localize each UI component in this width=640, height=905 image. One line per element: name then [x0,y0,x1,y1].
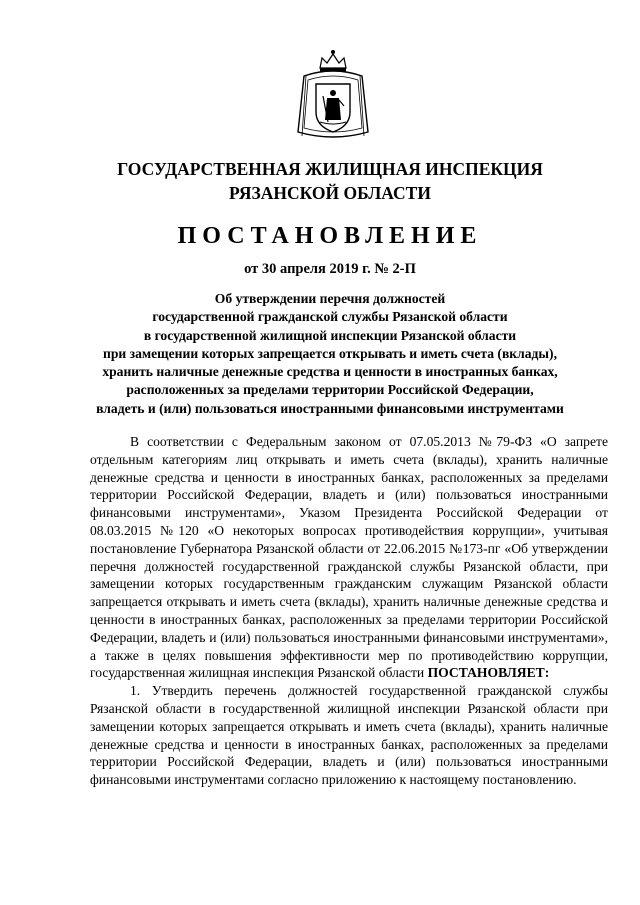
document-type-title: ПОСТАНОВЛЕНИЕ [177,223,483,249]
ryazan-coat-of-arms-icon [294,46,372,146]
document-date-number: от 30 апреля 2019 г. № 2-П [244,261,416,277]
organization-name-line1: ГОСУДАРСТВЕННАЯ ЖИЛИЩНАЯ ИНСПЕКЦИЯ [117,159,543,179]
preamble-paragraph [90,433,608,682]
subject-line: при замещении которых запрещается открывать и иметь счета (вклады), [103,345,557,361]
subject-line: хранить наличные денежные средства и ценности в иностранных банках, [102,364,558,380]
organization-name-line2: РЯЗАНСКОЙ ОБЛАСТИ [229,183,431,203]
subject-line: расположенных за пределами территории Российской Федерации, [126,382,534,398]
subject-line: Об утверждении перечня должностей [214,291,446,306]
decree-word: ПОСТАНОВЛЯЕТ: [427,665,550,681]
preamble-text: В соответствии с Федеральным законом от 07.05.2013 №79-ФЗ «О запрете отдельным категориям лиц открывать и иметь счета (вклады), хранить наличные денежные средства и ценности в иностранных банках, расположенных за пределами территории Российской Федерации, владеть и (или) пользоваться иностранными финансовыми инструментами», Указом Президента Российской Федерации от 08.03.2015 №120 «О некоторых вопросах противодействия коррупции», учитывая постановление Губернатора Рязанской области от 22.06.2015 №173-пг «Об утверждении перечня должностей государственной гражданской службы Рязанской области, при замещении которых государственным гражданским служащим Рязанской области запрещается открывать и иметь счета (вклады), хранить наличные денежные средства и ценности в иностранных банках, расположенных за пределами территории Российской Федерации, владеть и (или) пользоваться иностранными финансовыми инструментами», а также в целях повышения эффективности мер по противодействию коррупции, государственная жилищная инспекция Рязанской области [90,434,608,681]
subject-line: владеть и (или) пользоваться иностранными финансовыми инструментами [96,400,564,416]
item-1-paragraph: 1. Утвердить перечень должностей государственной гражданской службы Рязанской области в государственной жилищной инспекции Рязанской области при замещении которых запрещается открывать и иметь счета (вклады), хранить наличные денежные средства и ценности в иностранных банках, расположенных за пределами территории Российской Федерации, владеть и (или) пользоваться иностранными финансовыми инструментами согласно приложению к настоящему постановлению. [90,683,608,788]
document-body [90,433,608,789]
subject-line: в государственной жилищной инспекции Рязанской области [143,327,517,343]
document-subject [70,290,590,418]
subject-line: государственной гражданской службы Рязанской области [152,309,508,325]
